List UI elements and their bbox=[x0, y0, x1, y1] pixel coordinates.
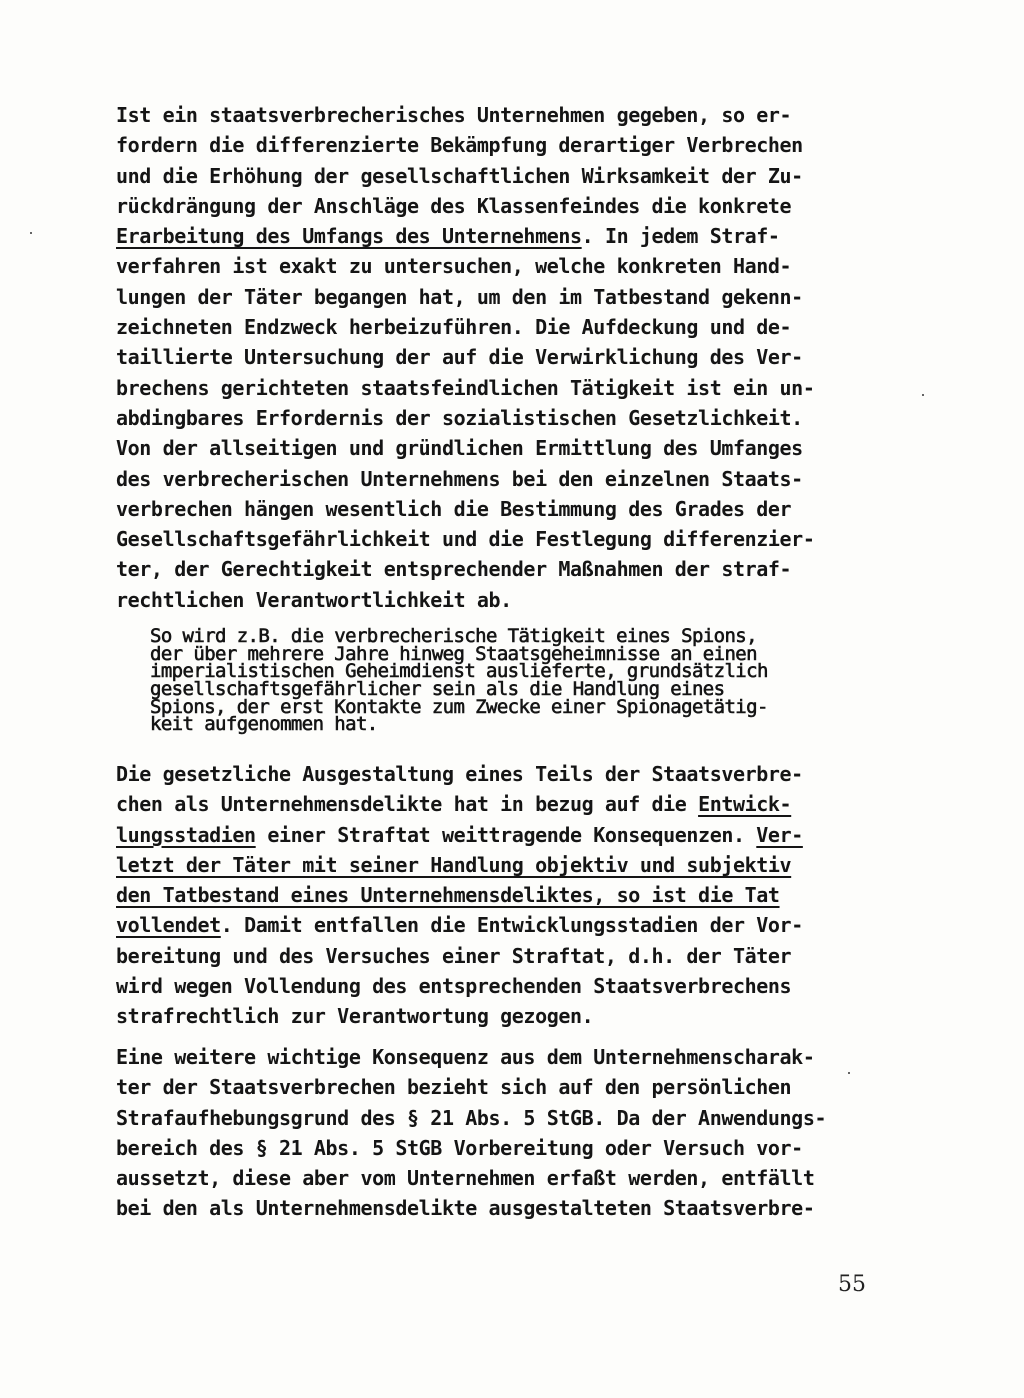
text-line: imperialistischen Geheimdienst auslieferte, grundsätzlich bbox=[150, 660, 768, 683]
paragraph-1 bbox=[116, 100, 886, 615]
underlined-text: Erarbeitung des Umfangs des Unternehmens bbox=[116, 224, 582, 249]
text-line: keit aufgenommen hat. bbox=[150, 713, 378, 736]
text-line: fordern die differenzierte Bekämpfung derartiger Verbrechen bbox=[116, 133, 803, 158]
underlined-text: vollendet bbox=[116, 913, 221, 938]
text-line: lungen der Täter begangen hat, um den im Tatbestand gekenn- bbox=[116, 284, 803, 309]
underlined-text: Ver- bbox=[756, 822, 803, 847]
text-line bbox=[116, 910, 886, 940]
text-line: Eine weitere wichtige Konsequenz aus dem Unternehmenscharak- bbox=[116, 1045, 815, 1069]
text-fragment: einer Straftat weittragende Konsequenzen. bbox=[255, 822, 757, 847]
text-line bbox=[116, 789, 886, 819]
page-number: 55 bbox=[838, 1272, 866, 1297]
text-line: bereitung und des Versuches einer Straftat, d.h. der Täter bbox=[116, 943, 792, 968]
text-line: rückdrängung der Anschläge des Klassenfeindes die konkrete bbox=[116, 193, 792, 218]
text-line: zeichneten Endzweck herbeizuführen. Die Aufdeckung und de- bbox=[116, 315, 792, 340]
text-line: verfahren ist exakt zu untersuchen, welche konkreten Hand- bbox=[116, 254, 792, 279]
text-line: Strafaufhebungsgrund des § 21 Abs. 5 StGB. Da der Anwendungs- bbox=[116, 1105, 827, 1130]
text-line: aussetzt, diese aber vom Unternehmen erfaßt werden, entfällt bbox=[116, 1166, 815, 1191]
text-line: So wird z.B. die verbrecherische Tätigkeit eines Spions, bbox=[150, 625, 757, 647]
paragraph-2 bbox=[116, 759, 886, 1032]
text-line: abdingbares Erfordernis der sozialistischen Gesetzlichkeit. bbox=[116, 405, 803, 430]
scan-speck bbox=[922, 394, 924, 396]
text-line: Spions, der erst Kontakte zum Zwecke einer Spionagetätig- bbox=[150, 695, 768, 718]
text-line: und die Erhöhung der gesellschaftlichen Wirksamkeit der Zu- bbox=[116, 163, 803, 188]
text-line: bei den als Unternehmensdelikte ausgestalteten Staatsverbre- bbox=[116, 1196, 815, 1221]
scan-speck bbox=[30, 232, 32, 234]
underlined-text: den Tatbestand eines Unternehmensdeliktes, so ist die Tat bbox=[116, 883, 780, 908]
underlined-text: Entwick- bbox=[698, 792, 792, 817]
text-line: strafrechtlich zur Verantwortung gezogen. bbox=[116, 1004, 594, 1029]
text-line bbox=[116, 221, 886, 251]
underlined-text: lungsstadien bbox=[116, 822, 256, 847]
text-line: Die gesetzliche Ausgestaltung eines Teils der Staatsverbre- bbox=[116, 762, 803, 786]
text-line: des verbrecherischen Unternehmens bei den einzelnen Staats- bbox=[116, 466, 803, 491]
text-line: verbrechen hängen wesentlich die Bestimmung des Grades der bbox=[116, 496, 792, 521]
underlined-text: letzt der Täter mit seiner Handlung objektiv und subjektiv bbox=[116, 852, 792, 877]
text-fragment: chen als Unternehmensdelikte hat in bezug auf die bbox=[116, 792, 699, 817]
text-fragment: . In jedem Straf- bbox=[581, 224, 780, 249]
text-line: ter der Staatsverbrechen bezieht sich auf den persönlichen bbox=[116, 1075, 792, 1100]
text-line: bereich des § 21 Abs. 5 StGB Vorbereitung oder Versuch vor- bbox=[116, 1135, 803, 1160]
text-line: Ist ein staatsverbrecherisches Unternehmen gegeben, so er- bbox=[116, 103, 792, 127]
text-line: Gesellschaftsgefährlichkeit und die Festlegung differenzier- bbox=[116, 527, 815, 552]
text-line: ter, der Gerechtigkeit entsprechender Maßnahmen der straf- bbox=[116, 557, 792, 582]
text-line: Von der allseitigen und gründlichen Ermittlung des Umfanges bbox=[116, 436, 803, 461]
scan-speck bbox=[848, 1072, 850, 1074]
text-line: der über mehrere Jahre hinweg Staatsgeheimnisse an einen bbox=[150, 642, 757, 665]
text-line: gesellschaftsgefährlicher sein als die Handlung eines bbox=[150, 678, 725, 701]
text-fragment: . Damit entfallen die Entwicklungsstadien der Vor- bbox=[220, 913, 803, 938]
paragraph-3 bbox=[116, 1042, 886, 1224]
text-line bbox=[116, 850, 886, 880]
text-line: rechtlichen Verantwortlichkeit ab. bbox=[116, 587, 512, 612]
text-line bbox=[116, 880, 886, 910]
text-line: brechens gerichteten staatsfeindlichen Tätigkeit ist ein un- bbox=[116, 375, 815, 400]
indented-example-quote bbox=[150, 625, 890, 736]
text-line: taillierte Untersuchung der auf die Verwirklichung des Ver- bbox=[116, 345, 803, 370]
text-line bbox=[116, 820, 886, 850]
text-line: wird wegen Vollendung des entsprechenden Staatsverbrechens bbox=[116, 974, 792, 999]
